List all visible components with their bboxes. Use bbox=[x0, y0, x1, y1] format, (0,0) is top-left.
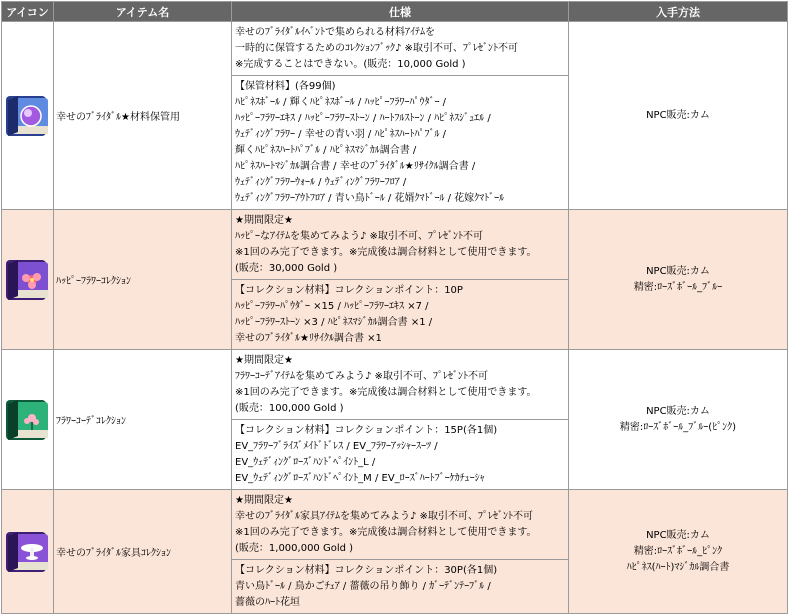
table-row bbox=[2, 210, 788, 350]
spec-line: ﾊﾋﾟﾈｽﾊｰﾄﾏｼﾞｶﾙ調合書 / 幸せのﾌﾞﾗｲﾀﾞﾙ★ﾘｻｲｸﾙ調合書 / bbox=[235, 161, 476, 172]
spec-line: ※1回のみ完了できます。※完成後は調合材料として使用できます。 bbox=[235, 527, 537, 538]
item-name: 幸せのﾌﾞﾗｲﾀﾞﾙ★材料保管用 bbox=[54, 22, 232, 210]
spec-description bbox=[232, 490, 568, 559]
spec-cell bbox=[232, 490, 569, 614]
spec-line: 幸せのﾌﾞﾗｲﾀﾞﾙ家具ｱｲﾃﾑを集めてみよう♪ ※取引不可、ﾌﾟﾚｾﾞﾝﾄ不可 bbox=[235, 511, 533, 522]
spec-line: ﾌﾗﾜｰｺｰﾃﾞｱｲﾃﾑを集めてみよう♪ ※取引不可、ﾌﾟﾚｾﾞﾝﾄ不可 bbox=[235, 371, 488, 382]
obtain-line: NPC販売:カム bbox=[646, 529, 710, 541]
table-row bbox=[2, 22, 788, 210]
spec-description bbox=[232, 210, 568, 279]
spec-description bbox=[232, 350, 568, 419]
spec-line: 薔薇のﾊｰﾄ花垣 bbox=[235, 597, 300, 608]
icon-cell bbox=[2, 490, 54, 614]
spec-line: ﾊｯﾋﾟｰなｱｲﾃﾑを集めてみよう♪ ※取引不可、ﾌﾟﾚｾﾞﾝﾄ不可 bbox=[235, 231, 483, 242]
spec-line: 一時的に保管するためのｺﾚｸｼｮﾝﾌﾞｯｸ♪ ※取引不可、ﾌﾟﾚｾﾞﾝﾄ不可 bbox=[235, 43, 518, 54]
spec-line: 【保管材料】(各99個) bbox=[235, 81, 336, 92]
icon-cell bbox=[2, 22, 54, 210]
header-icon: アイコン bbox=[2, 2, 54, 22]
spec-line: (販売：100,000 Gold ) bbox=[235, 403, 344, 414]
header-spec: 仕様 bbox=[232, 2, 569, 22]
spec-line: ★期間限定★ bbox=[235, 495, 293, 506]
spec-line: ★期間限定★ bbox=[235, 355, 293, 366]
item-name: 幸せのﾌﾞﾗｲﾀﾞﾙ家具ｺﾚｸｼｮﾝ bbox=[54, 490, 232, 614]
spec-line: 輝くﾊﾋﾟﾈｽﾊｰﾄﾊﾟﾌﾞﾙ / ﾊﾋﾟﾈｽﾏｼﾞｶﾙ調合書 / bbox=[235, 145, 417, 156]
spec-line: ※1回のみ完了できます。※完成後は調合材料として使用できます。 bbox=[235, 247, 537, 258]
obtain-line: NPC販売:カム bbox=[646, 109, 710, 121]
purple-book-table-icon bbox=[4, 528, 52, 576]
spec-materials bbox=[232, 559, 568, 613]
item-name: ﾌﾗﾜｰｺｰﾃﾞｺﾚｸｼｮﾝ bbox=[54, 350, 232, 490]
item-table bbox=[1, 1, 788, 614]
spec-line: ﾊﾋﾟﾈｽﾎﾞｰﾙ / 輝くﾊﾋﾟﾈｽﾎﾞｰﾙ / ﾊｯﾋﾟｰﾌﾗﾜｰﾊﾟｳﾀﾞｰ / bbox=[235, 97, 447, 108]
spec-line: 幸せのﾌﾞﾗｲﾀﾞﾙｲﾍﾞﾝﾄで集められる材料ｱｲﾃﾑを bbox=[235, 27, 435, 38]
green-book-flower-icon bbox=[4, 396, 52, 444]
spec-line: EV_ﾌﾗﾜｰﾌﾞﾗｲｽﾞﾒｲﾄﾞﾄﾞﾚｽ / EV_ﾌﾗﾜｰｱｯｼｬｰｽｰﾂ / bbox=[235, 441, 438, 452]
item-name: ﾊｯﾋﾟｰﾌﾗﾜｰｺﾚｸｼｮﾝ bbox=[54, 210, 232, 350]
spec-line: 【コレクション材料】コレクションポイント：10P bbox=[235, 285, 463, 296]
spec-line: 【コレクション材料】コレクションポイント：30P(各1個) bbox=[235, 565, 498, 576]
obtain-line: 精密:ﾛｰｽﾞﾎﾞｰﾙ_ﾋﾟﾝｸ bbox=[633, 545, 723, 557]
spec-materials bbox=[232, 75, 568, 209]
spec-line: ﾊｯﾋﾟｰﾌﾗﾜｰﾊﾟｳﾀﾞｰ ×15 / ﾊｯﾋﾟｰﾌﾗﾜｰｴｷｽ ×7 / bbox=[235, 301, 429, 312]
obtain-line: NPC販売:カム bbox=[646, 405, 710, 417]
obtain-cell bbox=[569, 490, 788, 614]
spec-line: 【コレクション材料】コレクションポイント：15P(各1個) bbox=[235, 425, 498, 436]
spec-line: ★期間限定★ bbox=[235, 215, 293, 226]
header-name: アイテム名 bbox=[54, 2, 232, 22]
spec-cell bbox=[232, 22, 569, 210]
spec-cell bbox=[232, 210, 569, 350]
obtain-cell bbox=[569, 210, 788, 350]
spec-line: (販売：1,000,000 Gold ) bbox=[235, 543, 354, 554]
obtain-line: NPC販売:カム bbox=[646, 265, 710, 277]
obtain-cell bbox=[569, 22, 788, 210]
spec-materials bbox=[232, 419, 568, 489]
spec-line: 青い鳥ﾄﾞｰﾙ / 鳥かごﾁｪｱ / 薔薇の吊り飾り / ｶﾞｰﾃﾞﾝﾃｰﾌﾞﾙ / bbox=[235, 581, 491, 592]
icon-cell bbox=[2, 210, 54, 350]
spec-line: ※1回のみ完了できます。※完成後は調合材料として使用できます。 bbox=[235, 387, 537, 398]
spec-line: (販売：30,000 Gold ) bbox=[235, 263, 338, 274]
header-obtain: 入手方法 bbox=[569, 2, 788, 22]
spec-line: ｳｪﾃﾞｨﾝｸﾞﾌﾗﾜｰｱｳﾄﾌﾛｱ / 青い鳥ﾄﾞｰﾙ / 花婿ｸﾏﾄﾞｰﾙ / 花嫁ｸﾏﾄﾞｰﾙ bbox=[235, 193, 505, 204]
icon-cell bbox=[2, 350, 54, 490]
obtain-line: ﾊﾋﾟﾈｽ(ﾊｰﾄ)ﾏｼﾞｶﾙ調合書 bbox=[626, 561, 730, 573]
spec-line: ｳｪﾃﾞｨﾝｸﾞﾌﾗﾜｰ / 幸せの青い羽 / ﾊﾋﾟﾈｽﾊｰﾄﾊﾟﾌﾞﾙ / bbox=[235, 129, 447, 140]
obtain-line: 精密:ﾛｰｽﾞﾎﾞｰﾙ_ﾌﾞﾙｰ bbox=[633, 281, 723, 293]
spec-description bbox=[232, 22, 568, 75]
spec-materials bbox=[232, 279, 568, 349]
spec-line: ※完成することはできない。(販売：10,000 Gold ) bbox=[235, 59, 466, 70]
spec-line: ﾊｯﾋﾟｰﾌﾗﾜｰｽﾄｰﾝ ×3 / ﾊﾋﾟﾈｽﾏｼﾞｶﾙ調合書 ×1 / bbox=[235, 317, 433, 328]
spec-line: ｳｪﾃﾞｨﾝｸﾞﾌﾗﾜｰｳｫｰﾙ / ｳｪﾃﾞｨﾝｸﾞﾌﾗﾜｰﾌﾛｱ / bbox=[235, 177, 407, 188]
spec-line: ﾊｯﾋﾟｰﾌﾗﾜｰｴｷｽ / ﾊｯﾋﾟｰﾌﾗﾜｰｽﾄｰﾝ / ﾊｰﾄﾌﾙｽﾄｰﾝ / ﾊﾋﾟﾈｽｼﾞｭｴﾙ / bbox=[235, 113, 491, 124]
blue-book-purple-orb-icon bbox=[4, 92, 52, 140]
obtain-line: 精密:ﾛｰｽﾞﾎﾞｰﾙ_ﾌﾞﾙｰ(ﾋﾟﾝｸ) bbox=[619, 421, 737, 433]
table-row bbox=[2, 350, 788, 490]
spec-line: EV_ｳｪﾃﾞｨﾝｸﾞﾛｰｽﾞﾊﾝﾄﾞﾍﾟｲﾝﾄ_L / bbox=[235, 457, 376, 468]
spec-cell bbox=[232, 350, 569, 490]
spec-line: EV_ｳｪﾃﾞｨﾝｸﾞﾛｰｽﾞﾊﾝﾄﾞﾍﾟｲﾝﾄ_M / EV_ﾛｰｽﾞﾊｰﾄﾌﾞｰｹｶﾁｭｰｼｬ bbox=[235, 473, 485, 484]
header-row bbox=[2, 2, 788, 22]
spec-line: 幸せのﾌﾞﾗｲﾀﾞﾙ★ﾘｻｲｸﾙ調合書 ×1 bbox=[235, 333, 382, 344]
purple-book-flower-icon bbox=[4, 256, 52, 304]
obtain-cell bbox=[569, 350, 788, 490]
table-row bbox=[2, 490, 788, 614]
